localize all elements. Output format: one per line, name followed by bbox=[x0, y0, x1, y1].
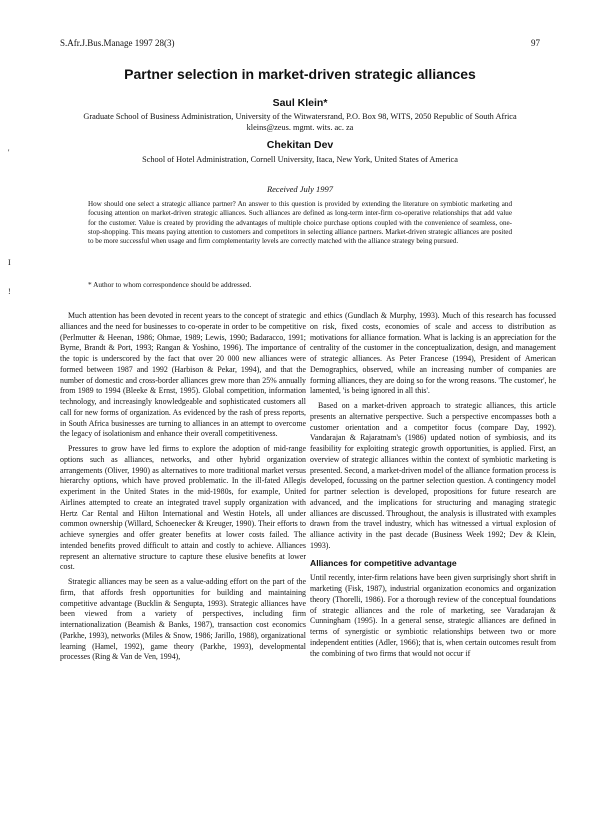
abstract: How should one select a strategic alliance partner? An answer to this question is provided by extending the literature on symbiotic marketing and focusing attention on market-driven strategic alliances. Such alliances are defined as long-term inter-firm co-operative relationships that add value for the customer. Value is created by providing the advantages of multiple choice purchase options coupled with the convenience of seamless, one-stop-shopping. This means paying attention to customers and competitors in selecting alliance partners. Market-driven strategic alliances are posited to be more successful when usage and firm complementarity levels are correctly matched with the alliance strategy being pursued. bbox=[88, 200, 512, 246]
author-affiliation-1: Graduate School of Business Administration, University of the Witwatersrand, P.O. Box 98, WITS, 2050 Republic of South Africa bbox=[83, 112, 517, 121]
received-date: Received July 1997 bbox=[266, 184, 334, 194]
page-number: 97 bbox=[531, 38, 540, 48]
author-email-1: kleins@zeus. mgmt. wits. ac. za bbox=[246, 123, 354, 132]
body-paragraph: Pressures to grow have led firms to explore the adoption of mid-range options such as alliances, networks, and other hybrid organization arrangements (Oliver, 1990) as alternatives to more traditional market versus hierarchy options, which have proved problematic. In the ill-fated Allegis experiment in the United States in the mid-1980s, for example, United Airlines attempted to create an integrated travel supply organization with Hertz Car Rental and Hilton International and Westin Hotels, all under common ownership (Willard, Schoenecker & Kreuger, 1990). Their efforts to achieve synergies and offer greater benefits at lower costs failed. The intended benefits proved difficult to attain and costly to achieve. Alliances represent an alternative structure to capture these elusive benefits at lower cost. bbox=[60, 444, 306, 572]
author-name-1: Saul Klein* bbox=[272, 97, 328, 109]
body-column-right bbox=[310, 311, 556, 663]
body-column-left bbox=[60, 311, 306, 667]
paper-title: Partner selection in market-driven strategic alliances bbox=[124, 66, 476, 82]
body-paragraph: Based on a market-driven approach to strategic alliances, this article presents an alternative perspective. Such a perspective encompasses both a customer orientation and a competitor focus (compare Day, 1992). Vandarajan & Rajaratnam's (1986) updated notion of symbiosis, and its feasibility for exploiting strategic growth opportunities, is applied. First, an overview of strategic alliances within the context of symbiotic marketing is presented. Second, a market-driven model of the alliance formation process is developed, focussing on the partner selection question. A contingency model for partner selection is developed, propositions for future research are advanced, and the implications for structuring and managing strategic alliances are discussed. Throughout, the analysis is illustrated with examples drawn from the travel industry, which has witnessed a virtual explosion of alliance activity in the past decade (Business Week 1992; Dev & Klein, 1993). bbox=[310, 401, 556, 550]
margin-mark: ! bbox=[8, 287, 11, 296]
footnote: * Author to whom correspondence should be addressed. bbox=[88, 280, 252, 289]
author-name-2: Chekitan Dev bbox=[266, 139, 334, 151]
section-heading: Alliances for competitive advantage bbox=[310, 557, 457, 568]
body-paragraph: Much attention has been devoted in recent years to the concept of strategic alliances and the need for businesses to co-operate in order to be competitive (Perlmutter & Heenan, 1986; Ohmae, 1989; Lewis, 1990; Badaracco, 1991; Byrne, Brandt & Port, 1993; Rangan & Yoshino, 1996). The importance of the topic is underscored by the fact that over 20 000 new alliances were formed between 1987 and 1992 (Harbison & Pekar, 1994), and that the number of domestic and cross-border alliances grew more than 25% annually from 1989 to 1994 (Bleeke & Ernst, 1995). Global competition, information technology, and increasingly knowledgeable and sophisticated customers all call for new forms of organization. As evidenced by the rash of press reports, in South Africa businesses are turning to alliances in an attempt to overcome the legacy of isolationism and enhance their overall competitiveness. bbox=[60, 311, 306, 439]
margin-mark: I bbox=[8, 258, 11, 267]
body-paragraph: Strategic alliances may be seen as a value-adding effort on the part of the firm, that affords fresh opportunities for building and maintaining competitive advantage (Bucklin & Sengupta, 1993). Strategic alliances have been viewed from a variety of perspectives, including firm internationalization (Beamish & Banks, 1987), transaction cost economics (Parkhe, 1993), networks (Miles & Snow, 1986; Jarillo, 1988), organizational learning (Hamel, 1992), game theory (Parkhe, 1993), developmental processes (Ring & Van de Ven, 1994), bbox=[60, 577, 306, 662]
journal-citation: S.Afr.J.Bus.Manage 1997 28(3) bbox=[60, 38, 175, 48]
margin-mark: ' bbox=[8, 148, 10, 157]
author-affiliation-2: School of Hotel Administration, Cornell University, Itaca, New York, United States of America bbox=[142, 155, 458, 164]
body-paragraph: and ethics (Gundlach & Murphy, 1993). Much of this research has focussed on risk, fixed costs, economies of scale and access to distribution as motivations for alliance formation. What is lacking is an appreciation for the centrality of the customer in the conceptualization, design, and management of strategic alliances. As Peter Francese (1994), President of American Demographics, observed, while an increasing number of companies are forming alliances, they are doing so for the wrong reasons. 'The customer', he lamented, 'is being ignored in all this'. bbox=[310, 311, 556, 396]
body-paragraph: Until recently, inter-firm relations have been given surprisingly short shrift in marketing (Fisk, 1987), industrial organization economics and organization theory (Thorelli, 1986). For a thorough review of the conceptual foundations of strategic alliances and the role of marketing, see Varadarajan & Cunningham (1995). In a general sense, strategic alliances are defined in terms of synergistic or symbiotic relationships between two or more independent entities (Adler, 1966); that is, when certain outcomes result from the combining of two firms that would not occur if bbox=[310, 573, 556, 658]
